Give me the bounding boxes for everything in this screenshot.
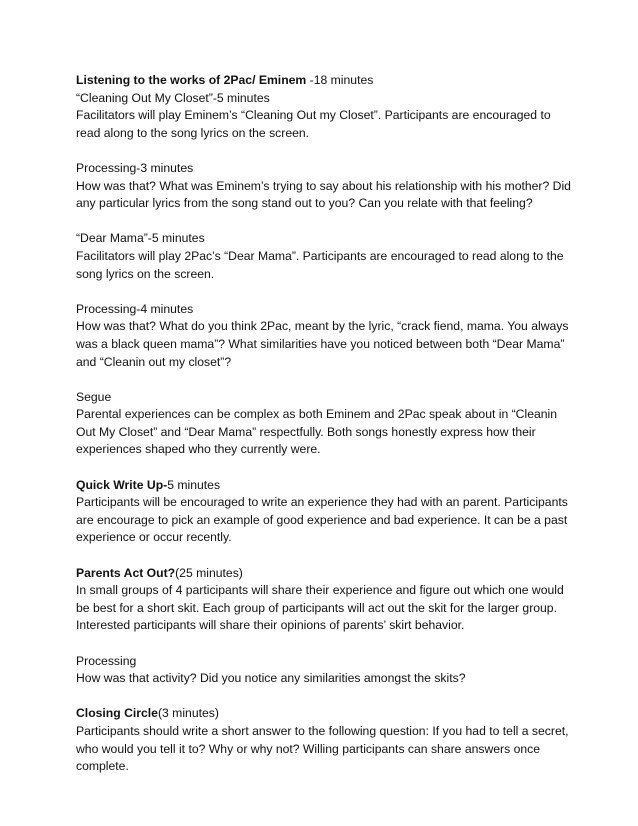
paragraph-line: How was that activity? Did you notice any similarities amongst the skits?: [76, 671, 466, 686]
paragraph-line: Segue: [76, 389, 112, 404]
paragraph-line: “Dear Mama”-5 minutes: [76, 231, 205, 246]
paragraph-line: Facilitators will play Eminem’s “Cleaning Out my Closet”. Participants are encouraged to read along to the song lyrics on the screen.: [76, 108, 551, 140]
paragraph-line: Participants will be encouraged to write an experience they had with an parent. Participants are encourage to pick an example of good experience and bad experience. It can be a past experience or occur recently.: [76, 495, 568, 545]
section-heading: [76, 72, 576, 90]
paragraph-line: Parental experiences can be complex as both Eminem and 2Pac speak about in “Cleanin Out My Closet” and “Dear Mama” respectfully. Both songs honestly express how their experiences shaped who they currently were.: [76, 407, 558, 457]
paragraph-line: Processing: [76, 653, 137, 668]
paragraph-line: Processing-3 minutes: [76, 160, 194, 175]
paragraph-line: Facilitators will play 2Pac’s “Dear Mama”. Participants are encouraged to read along to the song lyrics on the screen.: [76, 248, 564, 281]
heading-bold: Closing Circle: [76, 706, 158, 721]
paragraph-line: “Cleaning Out My Closet”-5 minutes: [76, 90, 270, 105]
section-closing-circle: [76, 705, 576, 775]
section-heading: [76, 477, 576, 495]
section-processing-2: [76, 301, 576, 371]
section-listening: [76, 72, 576, 142]
section-processing-3: [76, 653, 576, 688]
paragraph-line: In small groups of 4 participants will share their experience and figure out which one would be best for a short skit. Each group of participants will act out the skit for the larger group. Interested participants will share their opinions of parents’ skirt behavior.: [76, 583, 564, 633]
heading-duration: -18 minutes: [306, 73, 374, 87]
section-heading: [76, 705, 576, 723]
heading-bold: Quick Write Up-: [76, 477, 168, 492]
document-page: [76, 72, 576, 793]
section-processing-1: [76, 160, 576, 213]
heading-bold: Listening to the works of 2Pac/ Eminem: [76, 73, 307, 87]
paragraph-line: Participants should write a short answer to the following question: If you had to tell a secret, who would you tell it to? Why or why not? Willing participants can share answers once complete.: [76, 723, 569, 774]
heading-duration: 5 minutes: [167, 477, 221, 492]
heading-duration: (3 minutes): [157, 706, 219, 721]
section-segue: [76, 389, 576, 459]
paragraph-line: How was that? What was Eminem’s trying to say about his relationship with his mother? Did any particular lyrics from the song stand out to you? Can you relate with that feeling?: [76, 178, 571, 211]
paragraph-line: Processing-4 minutes: [76, 301, 194, 316]
section-quick-write-up: [76, 477, 576, 547]
section-heading: [76, 565, 576, 583]
paragraph-line: How was that? What do you think 2Pac, meant by the lyric, “crack fiend, mama. You always was a black queen mama”? What similarities have you noticed between both “Dear Mama” and “Cleanin out my closet”?: [76, 319, 569, 369]
heading-duration: (25 minutes): [175, 565, 243, 580]
section-dear-mama: [76, 230, 576, 283]
section-parents-act-out: [76, 565, 576, 635]
heading-bold: Parents Act Out?: [76, 565, 176, 580]
